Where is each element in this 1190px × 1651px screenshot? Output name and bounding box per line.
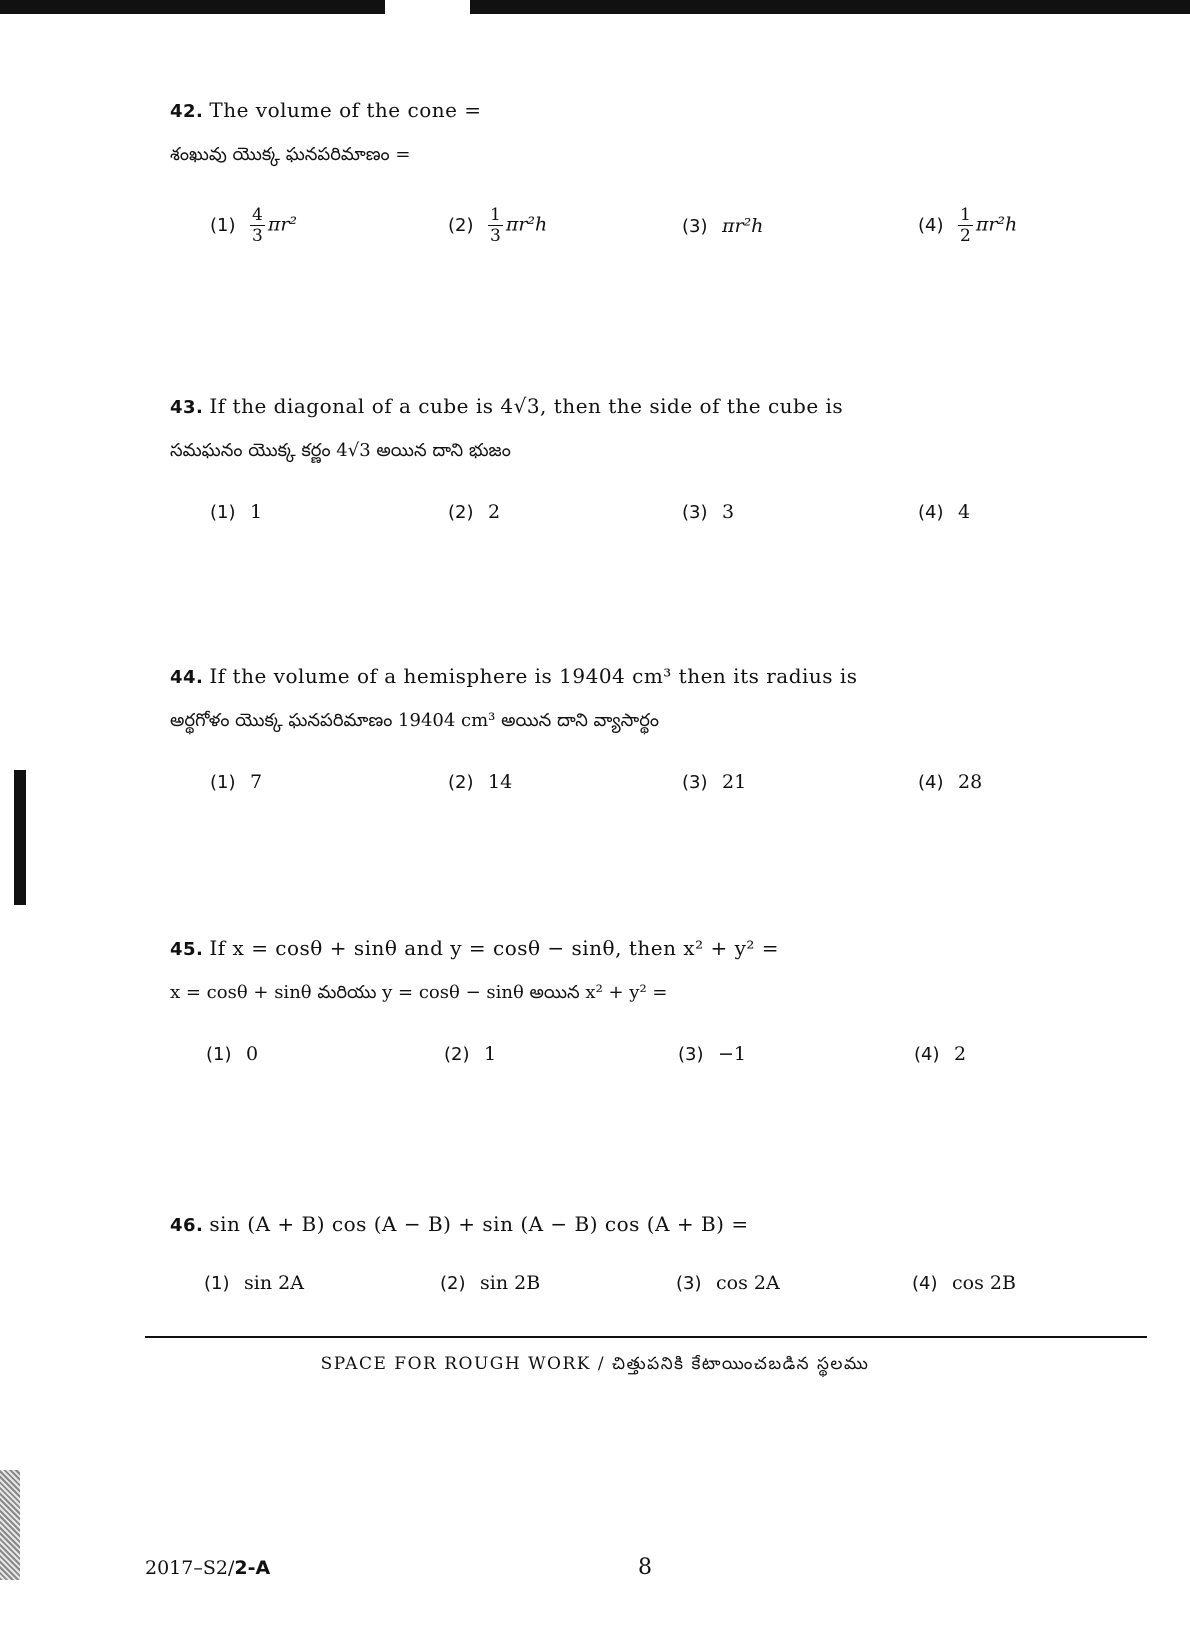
option-label: (3) bbox=[682, 502, 708, 523]
option-value: −1 bbox=[718, 1043, 747, 1065]
scan-edge-top-left bbox=[0, 0, 385, 14]
option-3[interactable] bbox=[682, 501, 734, 523]
option-value: 3 bbox=[722, 501, 735, 523]
question-text-te: సమఘనం యొక్క కర్ణం 4√3 అయిన దాని భుజం bbox=[170, 440, 511, 461]
question-stem: sin (A + B) cos (A − B) + sin (A − B) cos (A + B) = bbox=[209, 1212, 749, 1236]
scan-edge-top-right bbox=[470, 0, 1190, 14]
option-label: (4) bbox=[912, 1273, 938, 1294]
option-label: (1) bbox=[210, 214, 236, 236]
question-text-en bbox=[170, 662, 1130, 692]
question-text-te: శంఖువు యొక్క ఘనపరిమాణం = bbox=[170, 144, 411, 165]
option-value: cos 2A bbox=[716, 1272, 780, 1294]
option-1[interactable] bbox=[206, 1043, 258, 1065]
question-stem: If the volume of a hemisphere is 19404 cm³ then its radius is bbox=[209, 664, 858, 688]
options bbox=[170, 1043, 1130, 1093]
option-2[interactable] bbox=[440, 1272, 540, 1294]
question-stem: If the diagonal of a cube is 4√3, then the side of the cube is bbox=[209, 394, 844, 418]
rough-work-divider bbox=[145, 1336, 1147, 1338]
option-value: 4 bbox=[958, 501, 971, 523]
options bbox=[170, 205, 1130, 275]
options bbox=[170, 501, 1130, 551]
option-4[interactable] bbox=[918, 205, 1017, 246]
option-label: (3) bbox=[682, 772, 708, 793]
scan-edge-mark bbox=[14, 770, 26, 905]
question-number: 43. bbox=[170, 397, 204, 418]
option-1[interactable] bbox=[210, 205, 297, 246]
question-text-en bbox=[170, 96, 1130, 126]
option-1[interactable] bbox=[210, 771, 262, 793]
option-value: sin 2A bbox=[244, 1272, 304, 1294]
question-number: 42. bbox=[170, 101, 204, 122]
option-3[interactable] bbox=[682, 215, 763, 237]
booklet-code-prefix: 2017–S2/ bbox=[145, 1557, 235, 1579]
option-value: πr²h bbox=[975, 213, 1018, 236]
option-value: cos 2B bbox=[952, 1272, 1016, 1294]
question-44 bbox=[170, 662, 1130, 821]
option-3[interactable] bbox=[678, 1043, 746, 1065]
fraction: $\frac{1}{3}$ bbox=[490, 205, 501, 246]
option-label: (4) bbox=[918, 502, 944, 523]
question-number: 45. bbox=[170, 939, 204, 960]
question-text-te: x = cosθ + sinθ మరియు y = cosθ − sinθ అయిన x² + y² = bbox=[170, 982, 668, 1003]
option-3[interactable] bbox=[682, 771, 746, 793]
option-value: 7 bbox=[250, 771, 263, 793]
option-label: (4) bbox=[918, 214, 944, 236]
option-label: (1) bbox=[206, 1044, 232, 1065]
options bbox=[170, 1272, 1130, 1322]
question-42 bbox=[170, 96, 1130, 275]
option-value: 21 bbox=[722, 771, 747, 793]
option-value: πr²h bbox=[722, 215, 764, 237]
option-label: (2) bbox=[440, 1273, 466, 1294]
option-label: (2) bbox=[448, 772, 474, 793]
fraction: $\frac{4}{3}$ bbox=[252, 205, 263, 246]
option-4[interactable] bbox=[912, 1272, 1016, 1294]
option-label: (4) bbox=[918, 772, 944, 793]
page-number: 8 bbox=[638, 1555, 652, 1580]
option-value: 14 bbox=[488, 771, 513, 793]
option-2[interactable] bbox=[448, 501, 500, 523]
option-value: 1 bbox=[250, 501, 263, 523]
option-4[interactable] bbox=[918, 501, 970, 523]
option-3[interactable] bbox=[676, 1272, 780, 1294]
option-1[interactable] bbox=[204, 1272, 304, 1294]
option-value: 0 bbox=[246, 1043, 259, 1065]
question-number: 46. bbox=[170, 1215, 204, 1236]
option-1[interactable] bbox=[210, 501, 262, 523]
option-value: 2 bbox=[488, 501, 501, 523]
option-value: 28 bbox=[958, 771, 983, 793]
question-43 bbox=[170, 392, 1130, 551]
option-value: 1 bbox=[484, 1043, 497, 1065]
option-2[interactable] bbox=[448, 771, 512, 793]
fraction: $\frac{1}{2}$ bbox=[960, 205, 971, 246]
question-text-en bbox=[170, 934, 1130, 964]
option-label: (2) bbox=[444, 1044, 470, 1065]
option-label: (2) bbox=[448, 502, 474, 523]
option-2[interactable] bbox=[448, 205, 547, 246]
option-value: sin 2B bbox=[480, 1272, 541, 1294]
option-4[interactable] bbox=[918, 771, 982, 793]
rough-work-label: SPACE FOR ROUGH WORK / చిత్తుపనికి కేటాయించబడిన స్థలము bbox=[320, 1354, 870, 1374]
option-label: (4) bbox=[914, 1044, 940, 1065]
option-label: (2) bbox=[448, 214, 474, 236]
booklet-code-series: 2-A bbox=[234, 1557, 271, 1579]
option-4[interactable] bbox=[914, 1043, 966, 1065]
option-value: πr²h bbox=[505, 213, 548, 236]
question-46 bbox=[170, 1210, 1130, 1322]
option-value: πr² bbox=[267, 213, 298, 236]
question-45 bbox=[170, 934, 1130, 1093]
question-text-en bbox=[170, 1210, 1130, 1240]
option-value: 2 bbox=[954, 1043, 967, 1065]
option-label: (1) bbox=[204, 1273, 230, 1294]
question-number: 44. bbox=[170, 667, 204, 688]
options bbox=[170, 771, 1130, 821]
option-label: (3) bbox=[676, 1273, 702, 1294]
option-label: (1) bbox=[210, 502, 236, 523]
option-2[interactable] bbox=[444, 1043, 496, 1065]
question-stem: If x = cosθ + sinθ and y = cosθ − sinθ, then x² + y² = bbox=[209, 936, 780, 960]
question-text-en bbox=[170, 392, 1130, 422]
option-label: (1) bbox=[210, 772, 236, 793]
question-text-te: అర్థగోళం యొక్క ఘనపరిమాణం 19404 cm³ అయిన దాని వ్యాసార్థం bbox=[170, 710, 660, 731]
option-label: (3) bbox=[682, 216, 708, 237]
question-stem: The volume of the cone = bbox=[209, 98, 482, 122]
option-label: (3) bbox=[678, 1044, 704, 1065]
